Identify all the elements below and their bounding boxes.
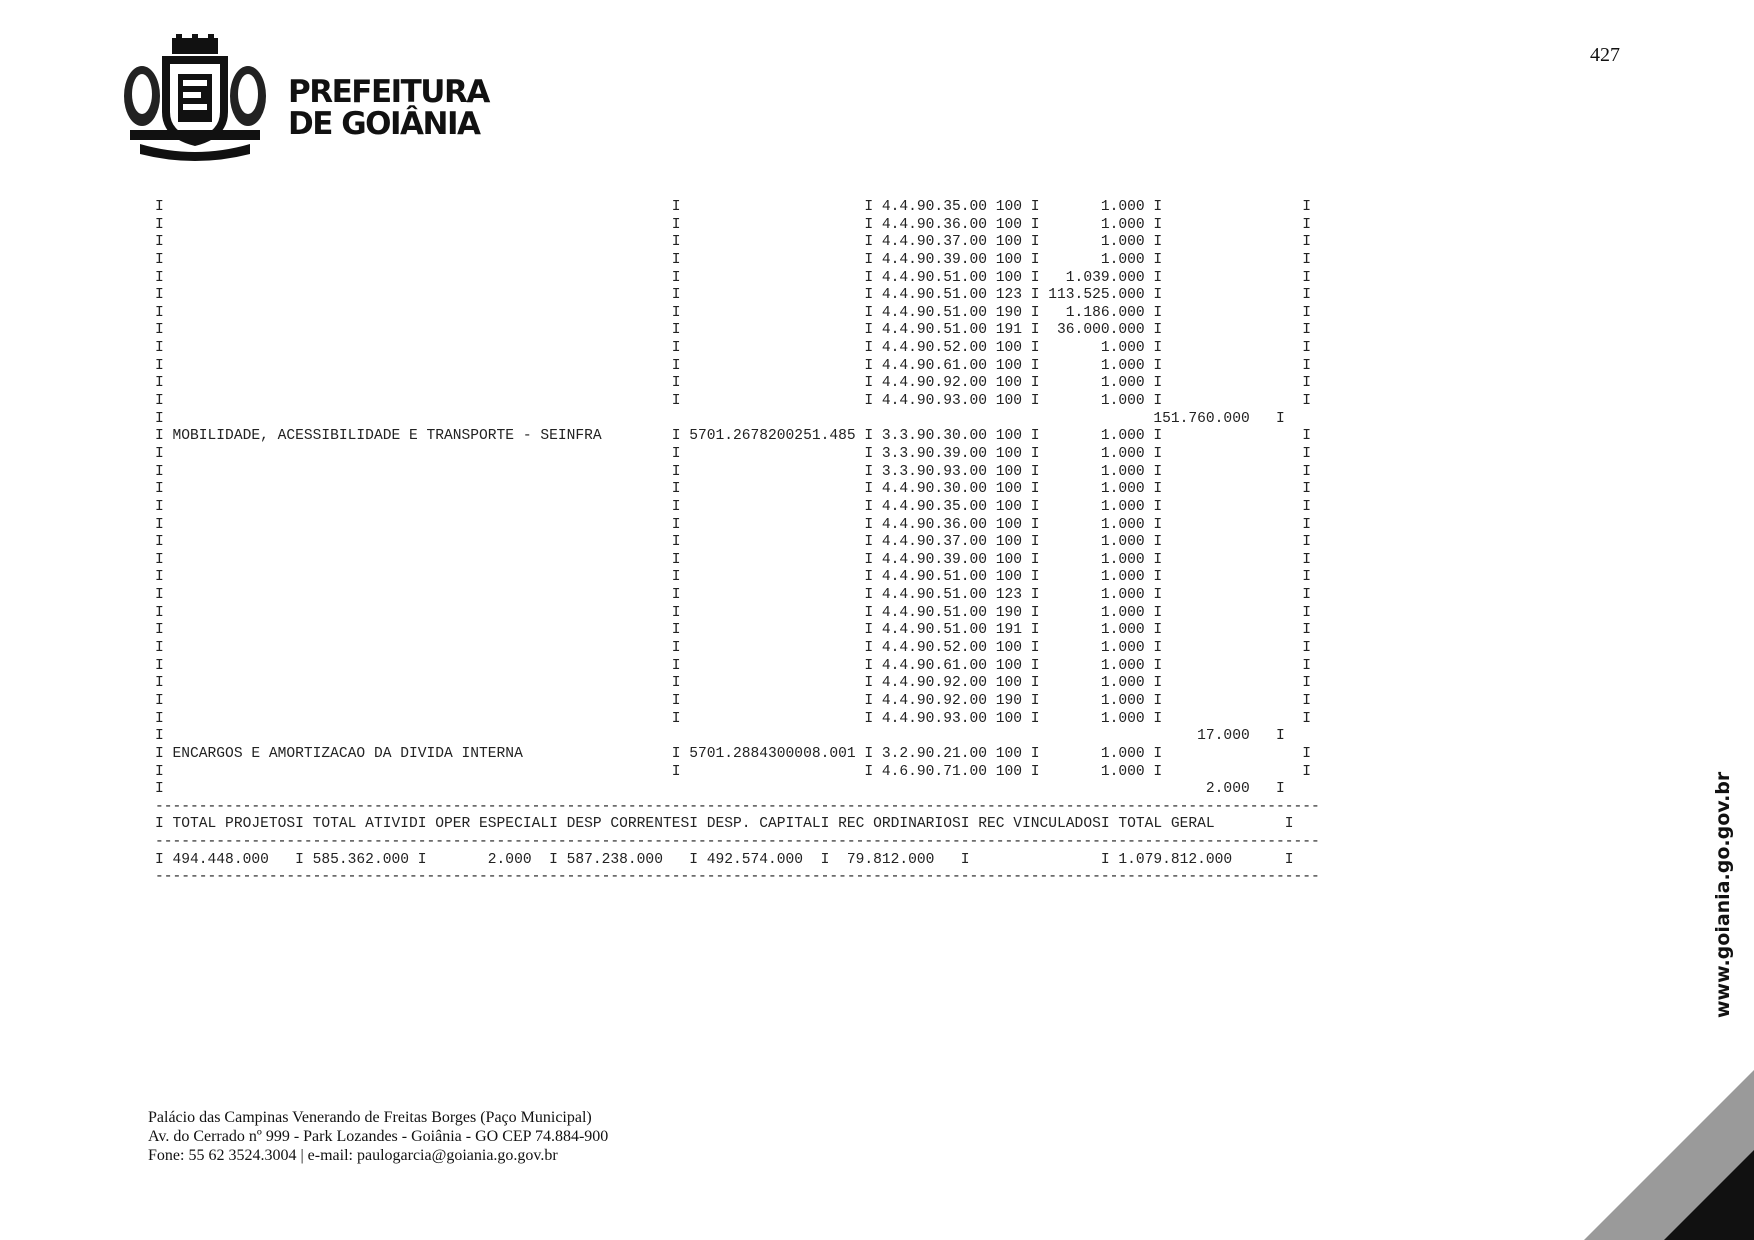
report-row: I I I 4.4.90.36.00 100 I 1.000 I I [155,516,1312,533]
report-row: I I I 4.4.90.35.00 100 I 1.000 I I [155,199,1312,215]
report-row: I I I 4.4.90.39.00 100 I 1.000 I I [155,251,1312,268]
report-row: I I I 4.4.90.93.00 100 I 1.000 I I [155,710,1312,727]
report-row: I I I 3.3.90.93.00 100 I 1.000 I I [155,463,1312,480]
report-row: ------------------------------------------------------------------------------------------------------------------------------------- [155,798,1320,815]
report-row: I I I 4.4.90.36.00 100 I 1.000 I I [155,216,1312,233]
report-row: I I I 4.4.90.37.00 100 I 1.000 I I [155,534,1312,551]
report-row: I I I 3.3.90.39.00 100 I 1.000 I I [155,445,1312,462]
report-row: I TOTAL PROJETOSI TOTAL ATIVIDI OPER ESPECIALI DESP CORRENTESI DESP. CAPITALI REC ORDINARIOSI REC VINCULADOSI TOTAL GERAL I [155,816,1294,833]
report-row: I I I 4.4.90.39.00 100 I 1.000 I I [155,551,1312,568]
report-row: I I I 4.4.90.92.00 100 I 1.000 I I [155,375,1312,392]
coat-of-arms-icon [120,34,270,164]
page-number: 427 [1590,44,1620,66]
report-row: I I I 4.4.90.61.00 100 I 1.000 I I [155,357,1312,374]
report-row: I I I 4.6.90.71.00 100 I 1.000 I I [155,763,1312,780]
footer-line-1: Palácio das Campinas Venerando de Freitas Borges (Paço Municipal) [148,1109,592,1126]
report-row: I I I 4.4.90.51.00 123 I 113.525.000 I I [155,287,1312,304]
report-row: I I I 4.4.90.30.00 100 I 1.000 I I [155,481,1312,498]
report-row: I I I 4.4.90.51.00 100 I 1.039.000 I I [155,269,1312,286]
report-row: I I I 4.4.90.61.00 100 I 1.000 I I [155,657,1312,674]
header-logo [120,34,489,164]
site-url: www.goiania.go.gov.br [1712,771,1734,1018]
footer-address [148,1108,608,1165]
report-row: I I I 4.4.90.51.00 100 I 1.000 I I [155,569,1312,586]
report-row: I I I 4.4.90.52.00 100 I 1.000 I I [155,640,1312,657]
report-row: I I I 4.4.90.51.00 123 I 1.000 I I [155,587,1312,604]
report-row: I 151.760.000 I [155,410,1285,427]
report-row: I I I 4.4.90.92.00 100 I 1.000 I I [155,675,1312,692]
report-row: ------------------------------------------------------------------------------------------------------------------------------------- [155,834,1320,851]
report-row: I I I 4.4.90.51.00 191 I 1.000 I I [155,622,1312,639]
report-row: I I I 4.4.90.51.00 191 I 36.000.000 I I [155,322,1312,339]
report-row: I 2.000 I [155,781,1285,798]
report-row: I I I 4.4.90.35.00 100 I 1.000 I I [155,498,1312,515]
report-row: I I I 4.4.90.51.00 190 I 1.186.000 I I [155,304,1312,321]
org-name [288,76,489,140]
report-row: I I I 4.4.90.37.00 100 I 1.000 I I [155,234,1312,251]
budget-report-table [155,199,1400,887]
report-row: ------------------------------------------------------------------------------------------------------------------------------------- [155,869,1320,886]
report-row: I I I 4.4.90.92.00 190 I 1.000 I I [155,692,1312,709]
corner-triangle-decoration [1584,1070,1754,1240]
org-name-line-1: PREFEITURA [288,74,489,110]
report-row: I ENCARGOS E AMORTIZACAO DA DIVIDA INTERNA I 5701.2884300008.001 I 3.2.90.21.00 100 I 1.000 I I [155,745,1312,762]
footer-line-3: Fone: 55 62 3524.3004 | e-mail: paulogarcia@goiania.go.gov.br [148,1147,558,1164]
report-row: I MOBILIDADE, ACESSIBILIDADE E TRANSPORTE - SEINFRA I 5701.2678200251.485 I 3.3.90.30.00 100 I 1.000 I I [155,428,1312,445]
report-row: I I I 4.4.90.93.00 100 I 1.000 I I [155,393,1312,410]
report-row: I 494.448.000 I 585.362.000 I 2.000 I 587.238.000 I 492.574.000 I 79.812.000 I I 1.079.812.000 I [155,851,1294,868]
report-row: I 17.000 I [155,728,1285,745]
footer-line-2: Av. do Cerrado nº 999 - Park Lozandes - Goiânia - GO CEP 74.884-900 [148,1128,609,1145]
report-row: I I I 4.4.90.52.00 100 I 1.000 I I [155,340,1312,357]
org-name-line-2: DE GOIÂNIA [288,106,480,142]
report-row: I I I 4.4.90.51.00 190 I 1.000 I I [155,604,1312,621]
